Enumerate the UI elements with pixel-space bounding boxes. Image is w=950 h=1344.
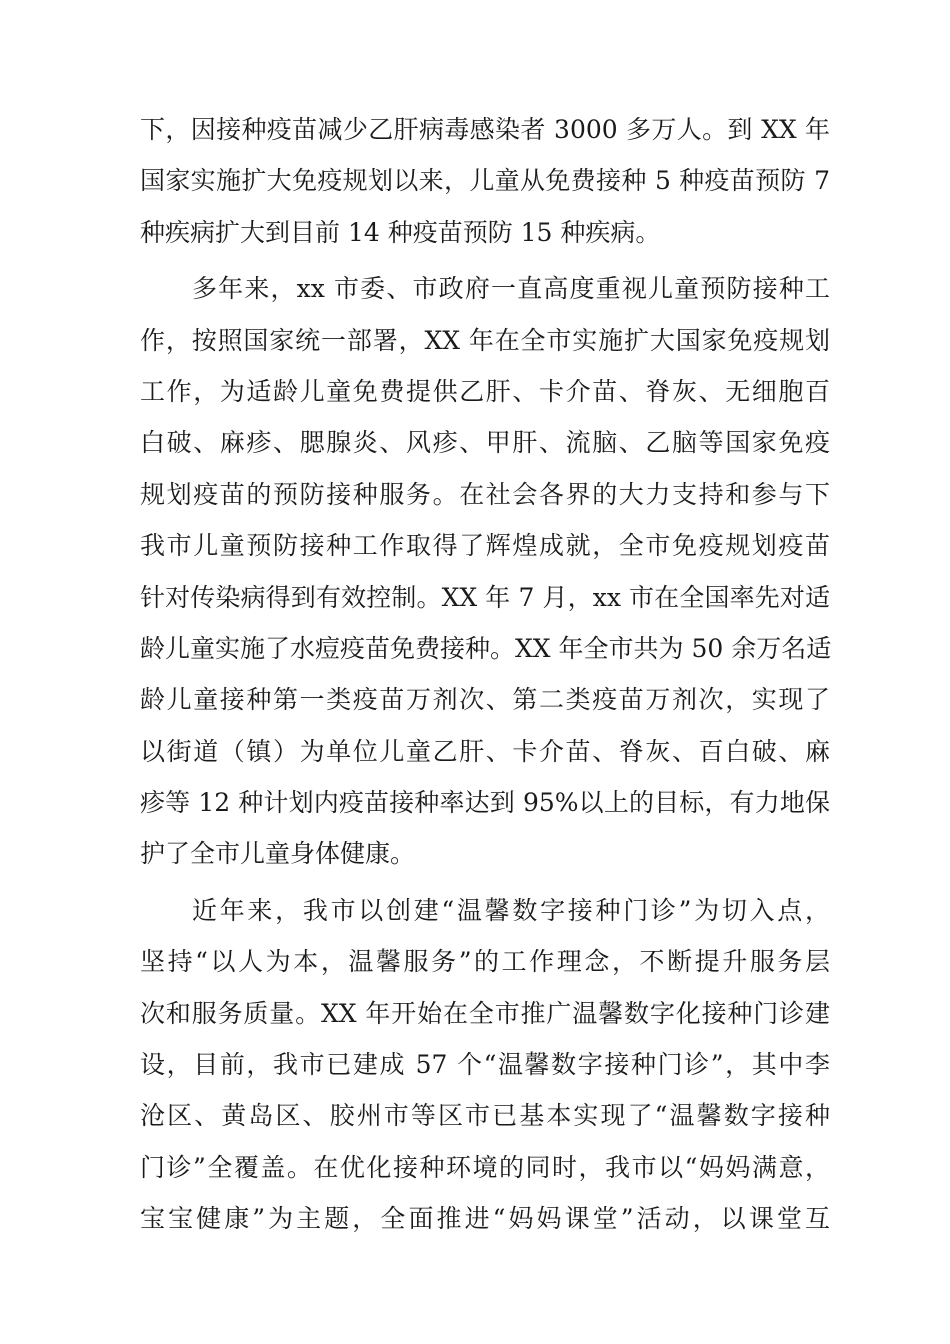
text-line: 龄儿童接种第一类疫苗万剂次、第二类疫苗万剂次，实现了 xyxy=(140,685,830,715)
text-line: 规划疫苗的预防接种服务。在社会各界的大力支持和参与下 xyxy=(140,479,830,509)
text-line: 工作，为适龄儿童免费提供乙肝、卡介苗、脊灰、无细胞百 xyxy=(140,376,830,406)
text-line: 近年来，我市以创建“温馨数字接种门诊”为切入点， xyxy=(192,895,830,925)
text-line: 我市儿童预防接种工作取得了辉煌成就，全市免疫规划疫苗 xyxy=(140,531,830,561)
text-line: 白破、麻疹、腮腺炎、风疹、甲肝、流脑、乙脑等国家免疫 xyxy=(140,428,830,458)
text-line: 沧区、黄岛区、胶州市等区市已基本实现了“温馨数字接种 xyxy=(140,1101,830,1131)
text-line: 护了全市儿童身体健康。 xyxy=(140,839,416,869)
document-body xyxy=(140,104,830,1245)
text-line: 疹等 12 种计划内疫苗接种率达到 95%以上的目标，有力地保 xyxy=(140,788,830,818)
text-line: 针对传染病得到有效控制。XX 年 7 月，xx 市在全国率先对适 xyxy=(140,582,830,612)
text-line: 以街道（镇）为单位儿童乙肝、卡介苗、脊灰、百白破、麻 xyxy=(140,736,830,766)
text-line: 龄儿童实施了水痘疫苗免费接种。XX 年全市共为 50 余万名适 xyxy=(140,633,832,663)
paragraph-2 xyxy=(140,263,830,880)
text-line: 次和服务质量。XX 年开始在全市推广温馨数字化接种门诊建 xyxy=(140,998,830,1028)
text-line: 宝宝健康”为主题，全面推进“妈妈课堂”活动，以课堂互 xyxy=(140,1204,830,1234)
text-line: 种疾病扩大到目前 14 种疫苗预防 15 种疾病。 xyxy=(140,217,661,247)
paragraph-3 xyxy=(140,885,830,1245)
text-line: 设，目前，我市已建成 57 个“温馨数字接种门诊”，其中李 xyxy=(140,1050,830,1080)
text-line: 多年来，xx 市委、市政府一直高度重视儿童预防接种工 xyxy=(192,274,830,304)
text-line: 下，因接种疫苗减少乙肝病毒感染者 3000 多万人。到 XX 年 xyxy=(140,115,830,144)
paragraph-1 xyxy=(140,104,830,258)
text-line: 门诊”全覆盖。在优化接种环境的同时，我市以“妈妈满意， xyxy=(140,1152,830,1182)
text-line: 国家实施扩大免疫规划以来，儿童从免费接种 5 种疫苗预防 7 xyxy=(140,166,830,196)
text-line: 作，按照国家统一部署，XX 年在全市实施扩大国家免疫规划 xyxy=(140,325,830,355)
text-line: 坚持“以人为本，温馨服务”的工作理念，不断提升服务层 xyxy=(140,947,830,977)
